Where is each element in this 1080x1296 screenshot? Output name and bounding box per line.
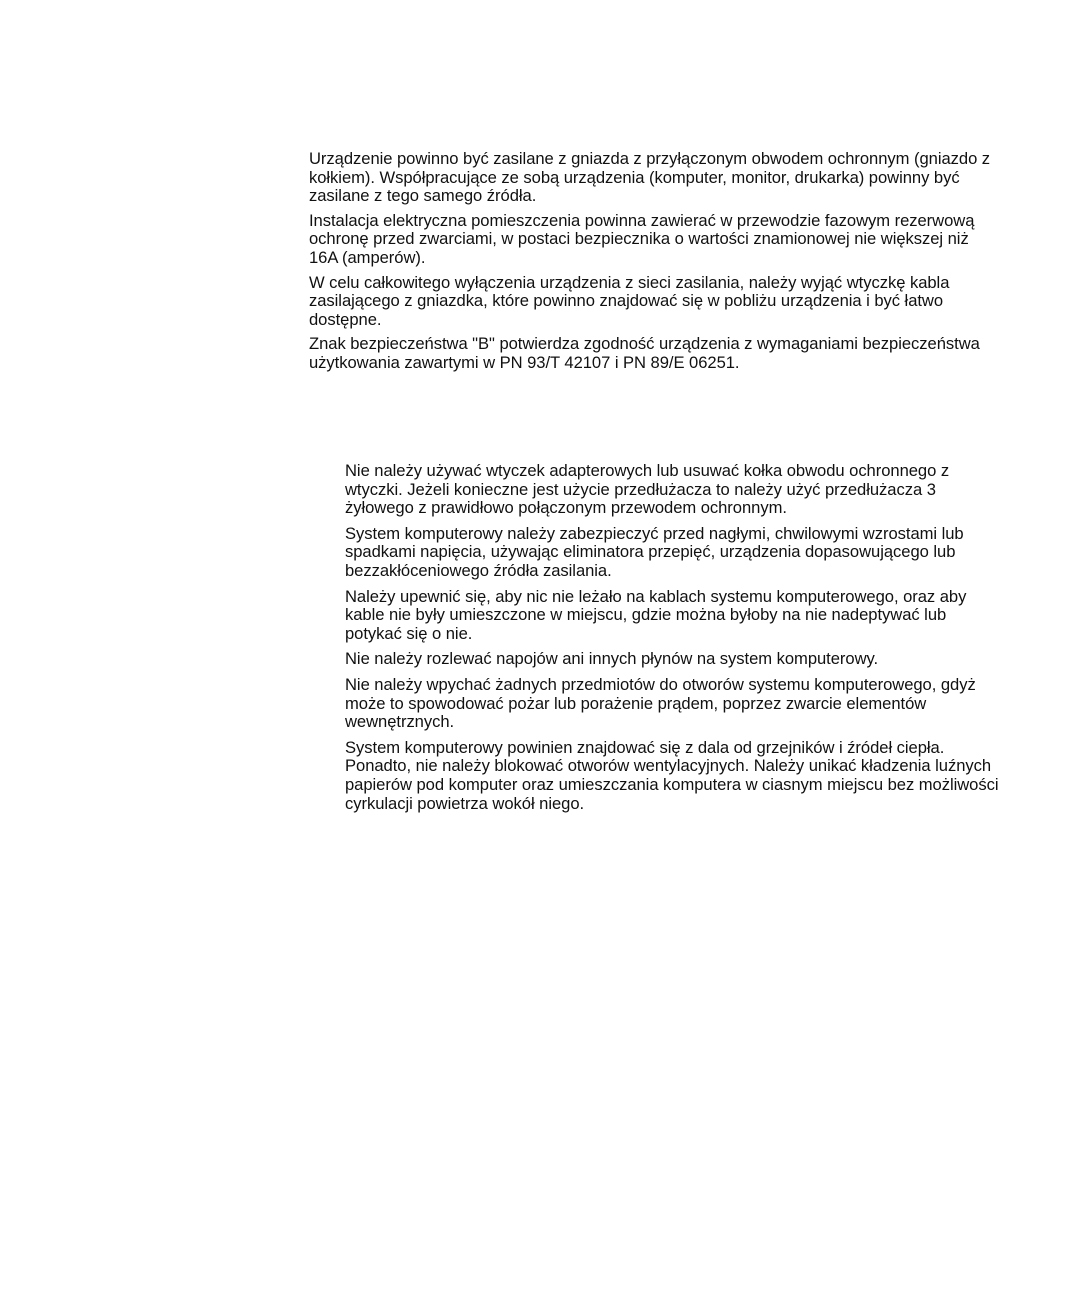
safety-instructions-section [345, 462, 1005, 820]
paragraph-power-outlet: Urządzenie powinno być zasilane z gniazda z przyłączonym obwodem ochronnym (gniazdo z kołkiem). Współpracujące ze sobą urządzenia (komputer, monitor, drukarka) powinny być zasilane z tego samego źródła. [309, 149, 991, 206]
paragraph-disconnect-power: W celu całkowitego wyłączenia urządzenia z sieci zasilania, należy wyjąć wtyczkę kabla zasilającego z gniazdka, które powinno znajdować się w pobliżu urządzenia i być łatwo dostępne. [309, 272, 950, 329]
power-requirements-section [309, 150, 999, 379]
paragraph-fuse-protection: Instalacja elektryczna pomieszczenia powinna zawierać w przewodzie fazowym rezerwową ochronę przed zwarciami, w postaci bezpiecznika o wartości znamionowej nie większej niż 16A (amperów). [309, 210, 975, 267]
paragraph-liquids: Nie należy rozlewać napojów ani innych płynów na system komputerowy. [345, 649, 879, 669]
paragraph-safety-mark: Znak bezpieczeństwa "B" potwierdza zgodność urządzenia z wymaganiami bezpieczeństwa użytkowania zawartymi w PN 93/T 42107 i PN 89/E 06251. [309, 334, 980, 372]
paragraph-openings: Nie należy wpychać żadnych przedmiotów do otworów systemu komputerowego, gdyż może to spowodować pożar lub porażenie prądem, poprzez zwarcie elementów wewnętrznych. [345, 674, 976, 732]
paragraph-cables: Należy upewnić się, aby nic nie leżało na kablach systemu komputerowego, oraz aby kable nie były umieszczone w miejscu, gdzie można byłoby na nie nadeptywać lub potykać się o nie. [345, 586, 967, 643]
paragraph-adapter-plugs: Nie należy używać wtyczek adapterowych lub usuwać kołka obwodu ochronnego z wtyczki. Jeżeli konieczne jest użycie przedłużacza to należy użyć przedłużacza 3 żyłowego z prawidłowo połączonym przewodem ochronnym. [345, 461, 950, 518]
paragraph-surge-protection: System komputerowy należy zabezpieczyć przed nagłymi, chwilowymi wzrostami lub spadkami napięcia, używając eliminatora przepięć, urządzenia dopasowującego lub bezzakłóceniowego źródła zasilania. [345, 523, 964, 580]
paragraph-ventilation: System komputerowy powinien znajdować się z dala od grzejników i źródeł ciepła. Ponadto, nie należy blokować otworów wentylacyjnych. Należy unikać kładzenia luźnych papierów pod komputer oraz umieszczania komputera w ciasnym miejscu bez możliwości cyrkulacji powietrza wokół niego. [345, 737, 999, 813]
